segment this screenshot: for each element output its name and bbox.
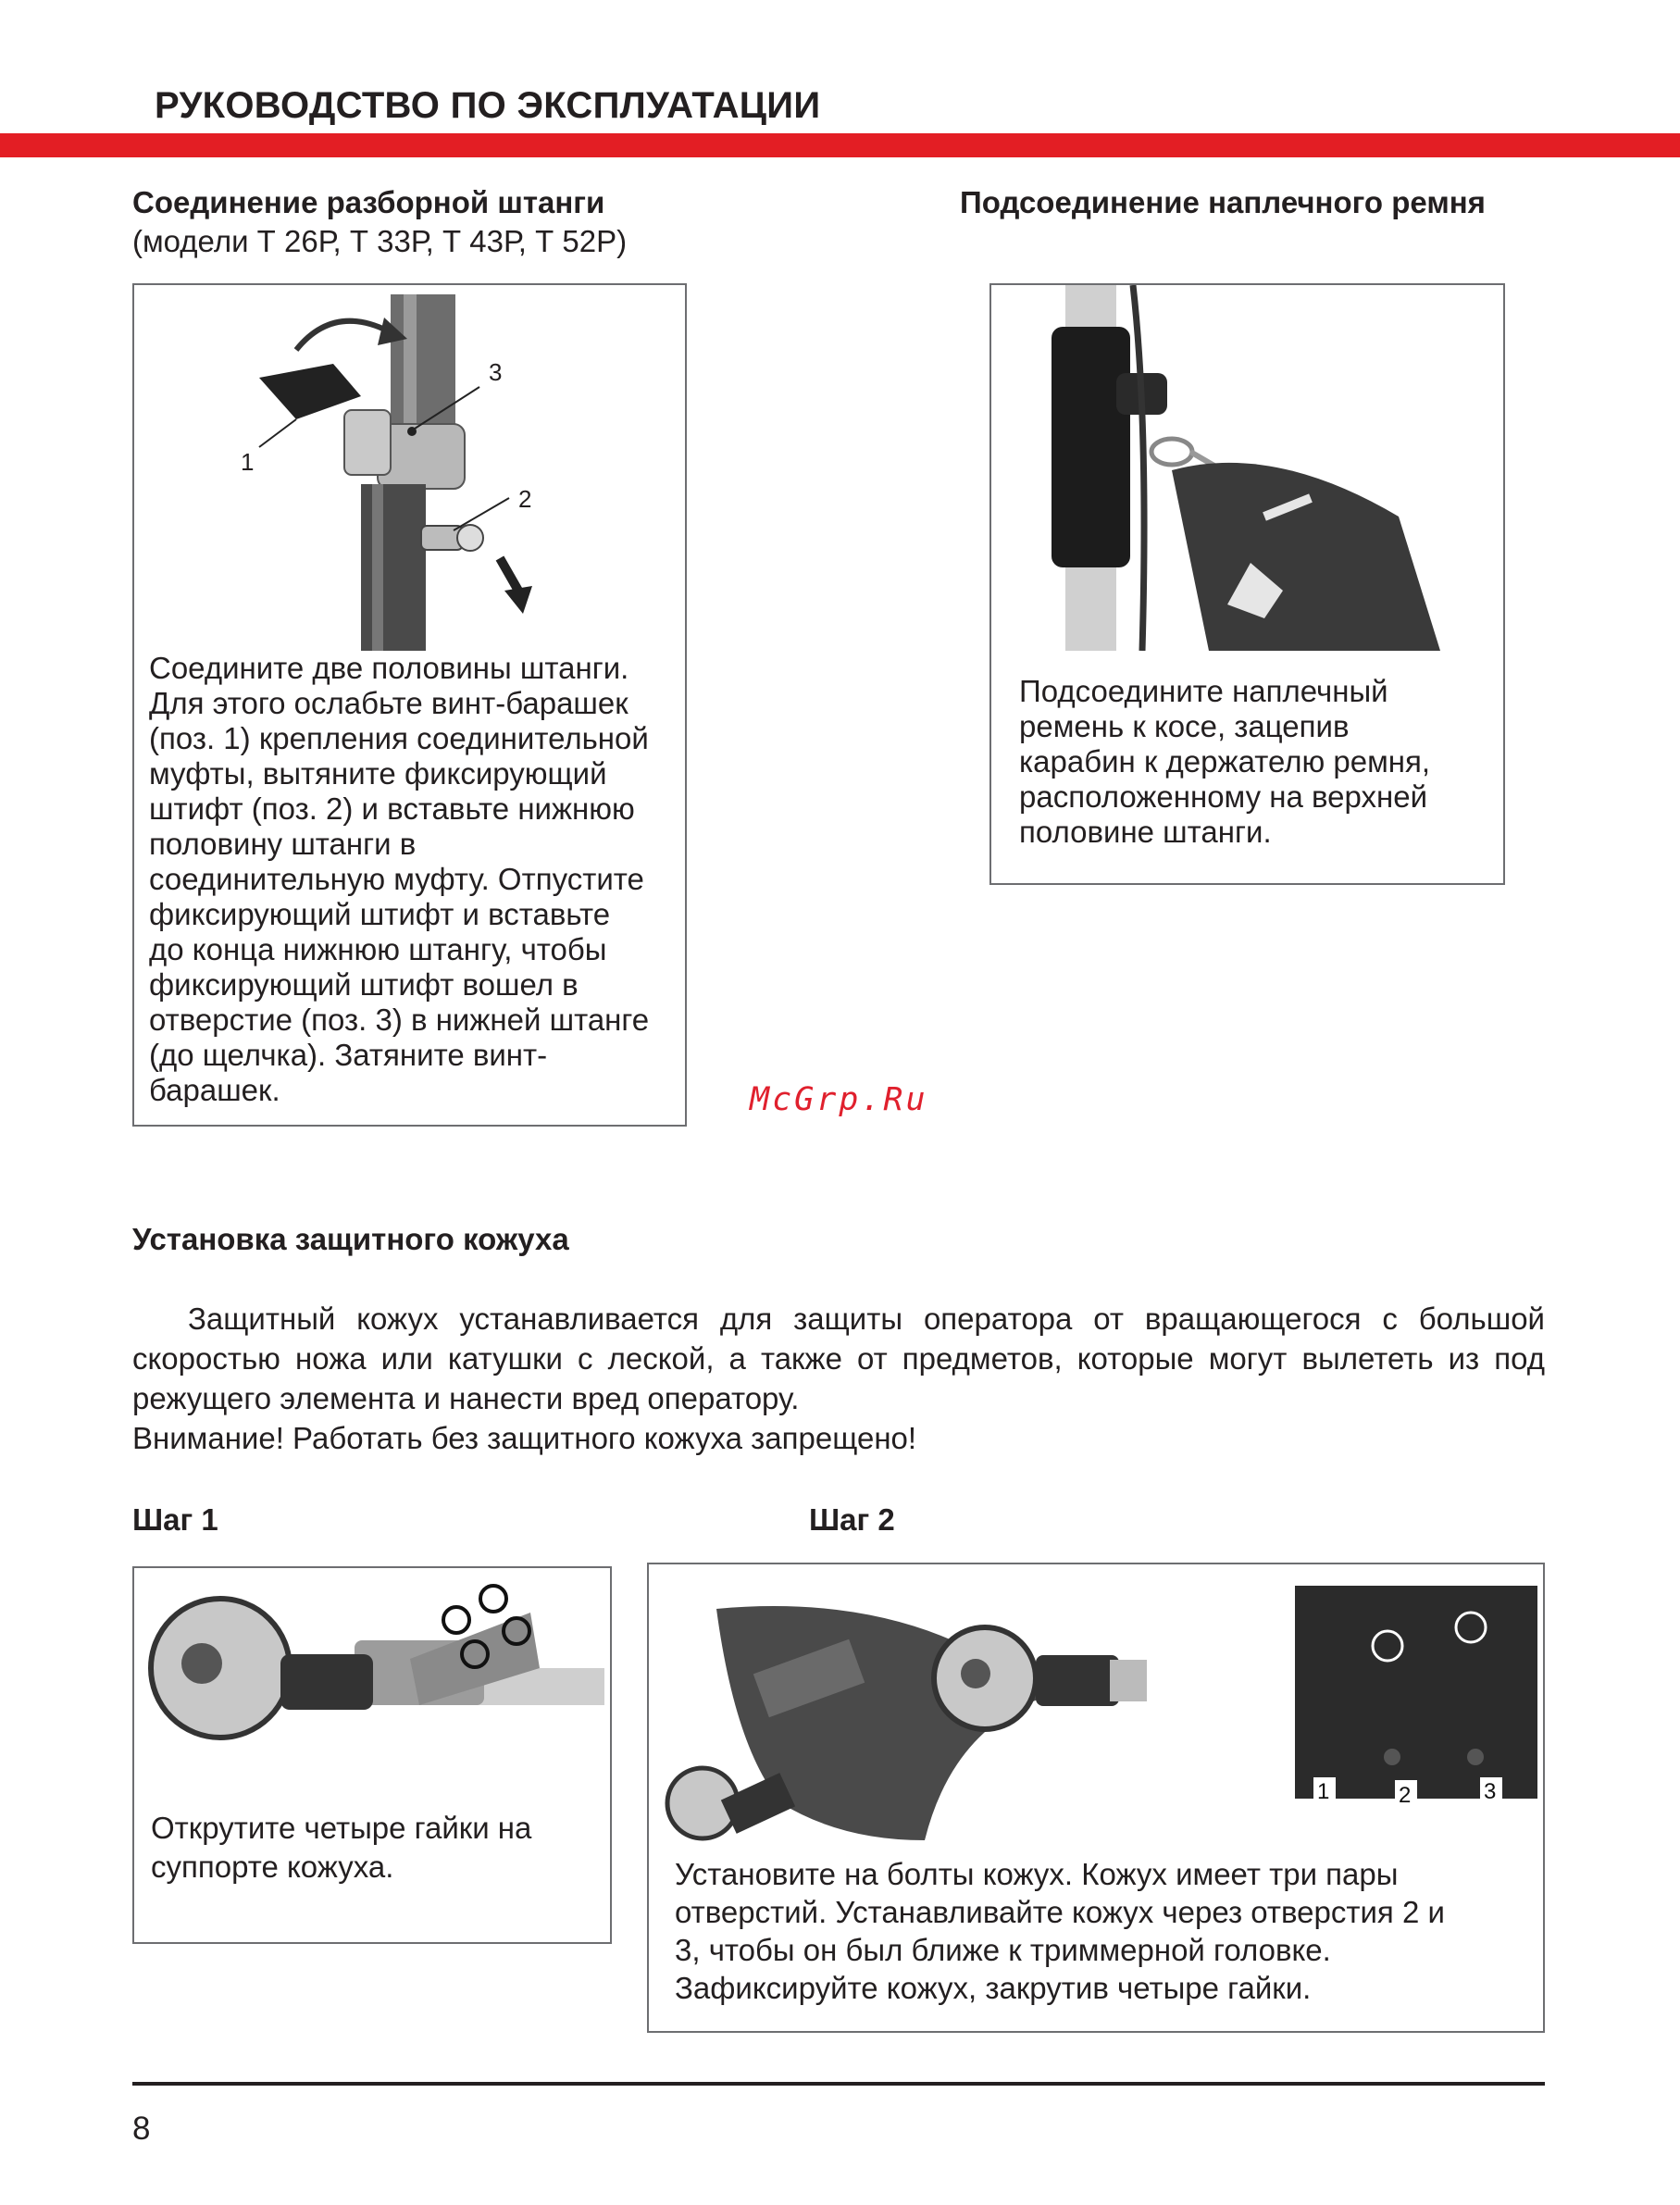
footer-rule [132, 2082, 1545, 2086]
strap-carabiner-photo [1033, 285, 1463, 651]
hole-label-2: 2 [1399, 1783, 1412, 1808]
watermark: McGrp.Ru [750, 1081, 928, 1118]
step2-label: Шаг 2 [809, 1502, 895, 1537]
step2-box [647, 1563, 1545, 2033]
step1-box [132, 1566, 612, 1944]
hole-label-1: 1 [1317, 1779, 1330, 1804]
guard-section-title: Установка защитного кожуха [132, 1222, 569, 1256]
step1-text: Открутите четыре гайки на суппорте кожуха. [151, 1811, 532, 1884]
pole-coupling-illustration [222, 294, 611, 651]
pole-instruction-box [132, 283, 687, 1127]
step1-label: Шаг 1 [132, 1502, 218, 1537]
callout-2: 2 [518, 485, 532, 513]
pole-section-title: Соединение разборной штанги [132, 185, 605, 219]
page-header-title: РУКОВОДСТВО ПО ЭКСПЛУАТАЦИИ [155, 85, 821, 126]
strap-section-title: Подсоединение наплечного ремня [960, 185, 1486, 219]
strap-instruction-text: Подсоедините наплечный ремень к косе, зацепив карабин к держателю ремня, расположенному на верхней половине штанги. [1019, 674, 1431, 849]
strap-instruction-box [989, 283, 1505, 885]
callout-3: 3 [489, 358, 503, 386]
page-number: 8 [132, 2111, 151, 2147]
step2-photo [656, 1572, 1537, 1854]
pole-instruction-text: Соедините две половины штанги. Для этого ослабьте винт-барашек (поз. 1) крепления соединительной муфты, вытяните фиксирующий штифт (поз. 2) и вставьте нижнюю половину штанги в соединительную муфту. Отпустите фиксирующий штифт и вставьте до конца нижнюю штангу, чтобы фиксирующий штифт вошел в отверстие (поз. 3) в нижней штанге (до щелчка). Затяните винт- барашек. [149, 651, 650, 1107]
header-red-bar [0, 133, 1680, 157]
step1-photo [142, 1576, 604, 1770]
guard-warning: Внимание! Работать без защитного кожуха запрещено! [132, 1421, 917, 1455]
guard-section-paragraph: Защитный кожух устанавливается для защиты оператора от вращающегося с большой скоростью ножа или катушки с леской, а также от предметов, которые могут вылететь из под режущего элемента и нанести вред оператору. [132, 1302, 1545, 1415]
hole-label-3: 3 [1484, 1779, 1497, 1804]
pole-section-subtitle: (модели Т 26Р, Т 33Р, Т 43Р, Т 52Р) [132, 224, 628, 258]
callout-1: 1 [241, 448, 255, 476]
step2-text: Установите на болты кожух. Кожух имеет три пары отверстий. Устанавливайте кожух через отверстия 2 и 3, чтобы он был ближе к триммерной головке. Зафиксируйте кожух, закрутив четыре гайки. [675, 1857, 1445, 2005]
